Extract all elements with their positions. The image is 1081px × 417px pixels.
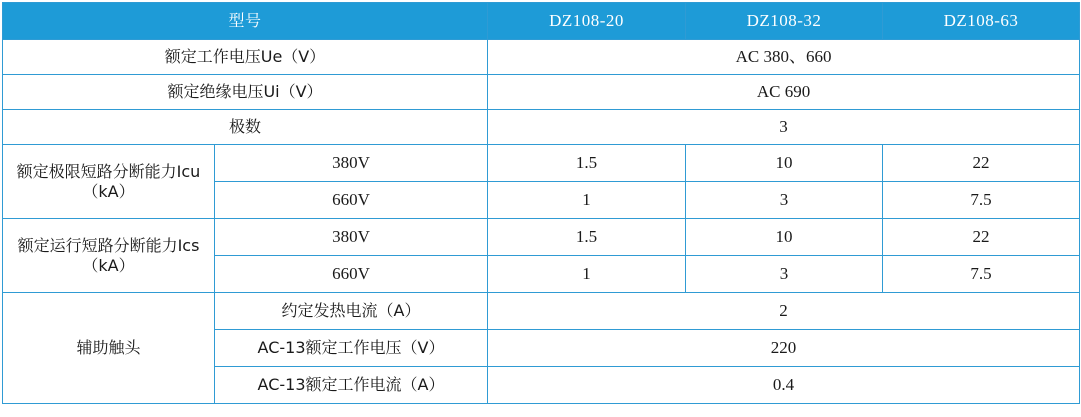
sub-label-ics-380v: 380V <box>215 219 488 256</box>
sub-label-icu-660v: 660V <box>215 182 488 219</box>
value-ics-380v-dz108-32: 10 <box>686 219 883 256</box>
value-conventional-heating-current: 2 <box>488 293 1080 330</box>
value-icu-660v-dz108-63: 7.5 <box>883 182 1080 219</box>
value-icu-660v-dz108-32: 3 <box>686 182 883 219</box>
value-ac13-rated-working-current: 0.4 <box>488 367 1080 404</box>
header-model-dz108-32: DZ108-32 <box>686 3 883 40</box>
table-row <box>3 145 1080 182</box>
value-icu-660v-dz108-20: 1 <box>488 182 686 219</box>
table-row <box>3 110 1080 145</box>
table-row <box>3 75 1080 110</box>
value-icu-380v-dz108-20: 1.5 <box>488 145 686 182</box>
row-label-ics-group: 额定运行短路分断能力Ics（kA） <box>3 219 215 293</box>
sub-label-ics-660v: 660V <box>215 256 488 293</box>
value-ics-660v-dz108-32: 3 <box>686 256 883 293</box>
header-model-label: 型号 <box>3 3 488 40</box>
value-ics-660v-dz108-20: 1 <box>488 256 686 293</box>
sub-label-icu-380v: 380V <box>215 145 488 182</box>
row-label-rated-insulation-voltage: 额定绝缘电压Ui（V） <box>3 75 488 110</box>
value-ics-660v-dz108-63: 7.5 <box>883 256 1080 293</box>
table-row <box>3 40 1080 75</box>
value-ac13-rated-working-voltage: 220 <box>488 330 1080 367</box>
sub-label-ac13-rated-working-voltage: AC-13额定工作电压（V） <box>215 330 488 367</box>
row-label-rated-working-voltage: 额定工作电压Ue（V） <box>3 40 488 75</box>
row-label-icu-group: 额定极限短路分断能力Icu（kA） <box>3 145 215 219</box>
value-ics-380v-dz108-20: 1.5 <box>488 219 686 256</box>
header-model-dz108-20: DZ108-20 <box>488 3 686 40</box>
value-icu-380v-dz108-32: 10 <box>686 145 883 182</box>
value-icu-380v-dz108-63: 22 <box>883 145 1080 182</box>
row-label-auxiliary-contact-group: 辅助触头 <box>3 293 215 404</box>
row-label-pole-number: 极数 <box>3 110 488 145</box>
table-row <box>3 219 1080 256</box>
row-value-rated-insulation-voltage: AC 690 <box>488 75 1080 110</box>
value-ics-380v-dz108-63: 22 <box>883 219 1080 256</box>
table-header-row <box>3 3 1080 40</box>
row-value-rated-working-voltage: AC 380、660 <box>488 40 1080 75</box>
specification-table <box>2 2 1080 404</box>
table-row <box>3 293 1080 330</box>
header-model-dz108-63: DZ108-63 <box>883 3 1080 40</box>
sub-label-conventional-heating-current: 约定发热电流（A） <box>215 293 488 330</box>
row-value-pole-number: 3 <box>488 110 1080 145</box>
sub-label-ac13-rated-working-current: AC-13额定工作电流（A） <box>215 367 488 404</box>
